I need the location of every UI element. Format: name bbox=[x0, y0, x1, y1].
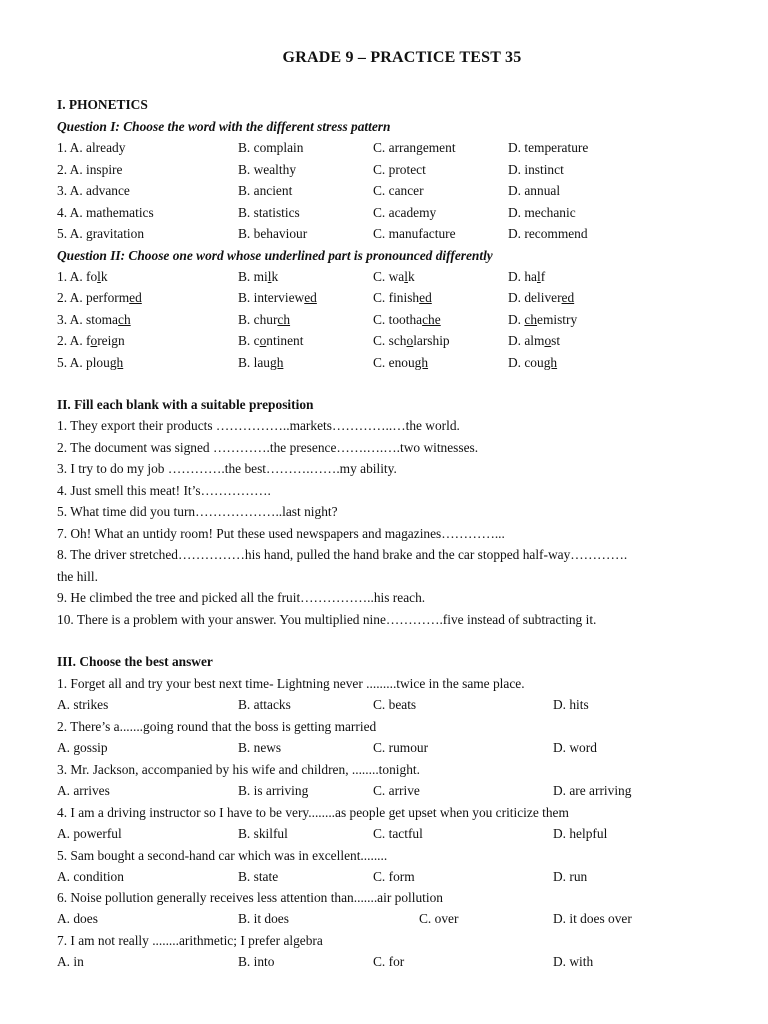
pronunciation-option bbox=[57, 332, 125, 350]
stress-option: D. recommend bbox=[508, 226, 588, 241]
underlined-part: ed bbox=[419, 290, 432, 305]
preposition-item: 5. What time did you turn………………..last night? bbox=[57, 504, 338, 519]
answer-option: A. powerful bbox=[57, 826, 122, 841]
underlined-part: ch bbox=[277, 312, 291, 327]
pronunciation-option bbox=[508, 354, 557, 372]
pronunciation-option bbox=[238, 332, 303, 350]
pronunciation-option bbox=[238, 268, 278, 286]
question-1-instruction: Question I: Choose the word with the different stress pattern bbox=[57, 119, 391, 134]
pronunciation-option bbox=[508, 268, 545, 286]
underlined-part: ed bbox=[304, 290, 317, 305]
stress-option: B. behaviour bbox=[238, 226, 308, 241]
underlined-part: l bbox=[404, 269, 408, 284]
word-part: larship bbox=[413, 333, 450, 348]
word-part: D. alm bbox=[508, 333, 545, 348]
answer-option: D. hits bbox=[553, 697, 589, 712]
pronunciation-option bbox=[238, 354, 283, 372]
pronunciation-option bbox=[373, 311, 441, 329]
word-part: C. sch bbox=[373, 333, 407, 348]
answer-option: A. in bbox=[57, 954, 84, 969]
word-part: k bbox=[271, 269, 279, 284]
stress-option: C. protect bbox=[373, 162, 426, 177]
underlined-part: l bbox=[267, 269, 272, 284]
stress-option: C. manufacture bbox=[373, 226, 456, 241]
stress-option: B. wealthy bbox=[238, 162, 297, 177]
question-text: 4. I am a driving instructor so I have to be very........as people get upset when you criticize them bbox=[57, 805, 569, 820]
stress-option: D. temperature bbox=[508, 140, 589, 155]
stress-option: 3. A. advance bbox=[57, 183, 130, 198]
word-part: ntinent bbox=[266, 333, 304, 348]
word-part: D. cou bbox=[508, 355, 544, 370]
answer-option: B. news bbox=[238, 740, 282, 755]
answer-option: C. arrive bbox=[373, 783, 420, 798]
underlined-part: che bbox=[422, 312, 441, 327]
answer-option: C. form bbox=[373, 869, 415, 884]
preposition-item: 3. I try to do my job ………….the best……….…….my ability. bbox=[57, 461, 397, 476]
word-part: 5. A. plou bbox=[57, 355, 110, 370]
preposition-item: 7. Oh! What an untidy room! Put these used newspapers and magazines…………... bbox=[57, 526, 505, 541]
stress-option: 5. A. gravitation bbox=[57, 226, 145, 241]
answer-option: C. tactful bbox=[373, 826, 423, 841]
underlined-part: gh bbox=[109, 355, 124, 370]
answer-option: D. run bbox=[553, 869, 588, 884]
pronunciation-option bbox=[57, 311, 131, 329]
section-heading-prepositions: II. Fill each blank with a suitable preposition bbox=[57, 397, 314, 412]
preposition-item: 1. They export their products ……………..markets…………..…the world. bbox=[57, 418, 460, 433]
question-text: 1. Forget all and try your best next time- Lightning never .........twice in the same place. bbox=[57, 676, 525, 691]
pronunciation-option bbox=[57, 354, 123, 372]
word-part: C. wa bbox=[373, 269, 405, 284]
answer-option: A. arrives bbox=[57, 783, 110, 798]
word-part: 3. A. stoma bbox=[57, 312, 119, 327]
underlined-part: gh bbox=[270, 355, 284, 370]
answer-option: A. condition bbox=[57, 869, 124, 884]
pronunciation-option bbox=[238, 289, 317, 307]
stress-option: C. arrangement bbox=[373, 140, 456, 155]
answer-option: C. over bbox=[419, 911, 459, 926]
word-part: k bbox=[100, 269, 108, 284]
answer-option: D. with bbox=[553, 954, 594, 969]
question-text: 7. I am not really ........arithmetic; I prefer algebra bbox=[57, 933, 323, 948]
underlined-part: o bbox=[544, 333, 552, 348]
word-part: D. bbox=[508, 312, 525, 327]
answer-option: C. rumour bbox=[373, 740, 429, 755]
underlined-part: l bbox=[537, 269, 541, 284]
stress-option: 2. A. inspire bbox=[57, 162, 123, 177]
underlined-part: ch bbox=[118, 312, 131, 327]
word-part: C. enou bbox=[373, 355, 415, 370]
preposition-item: the hill. bbox=[57, 569, 98, 584]
answer-option: C. for bbox=[373, 954, 405, 969]
answer-option: B. state bbox=[238, 869, 279, 884]
answer-option: B. it does bbox=[238, 911, 289, 926]
word-part: D. ha bbox=[508, 269, 538, 284]
word-part: emistry bbox=[537, 312, 578, 327]
preposition-item: 10. There is a problem with your answer. You multiplied nine………….five instead of subtracting it. bbox=[57, 612, 597, 627]
question-text: 6. Noise pollution generally receives less attention than.......air pollution bbox=[57, 890, 444, 905]
answer-option: A. does bbox=[57, 911, 98, 926]
pronunciation-option bbox=[373, 354, 428, 372]
answer-option: D. word bbox=[553, 740, 597, 755]
stress-option: B. statistics bbox=[238, 205, 300, 220]
stress-option: D. annual bbox=[508, 183, 561, 198]
answer-option: D. it does over bbox=[553, 911, 632, 926]
pronunciation-option bbox=[373, 332, 450, 350]
underlined-part: ch bbox=[524, 312, 538, 327]
pronunciation-option bbox=[508, 332, 560, 350]
answer-option: B. skilful bbox=[238, 826, 288, 841]
pronunciation-option bbox=[238, 311, 290, 329]
answer-option: A. strikes bbox=[57, 697, 109, 712]
word-part: 2. A. f bbox=[57, 333, 91, 348]
underlined-part: o bbox=[259, 333, 267, 348]
stress-option: D. instinct bbox=[508, 162, 564, 177]
answer-option: B. attacks bbox=[238, 697, 291, 712]
question-text: 2. There’s a.......going round that the boss is getting married bbox=[57, 719, 377, 734]
pronunciation-option bbox=[373, 268, 415, 286]
word-part: B. lau bbox=[238, 355, 270, 370]
word-part: k bbox=[407, 269, 415, 284]
answer-option: B. into bbox=[238, 954, 275, 969]
word-part: B. c bbox=[238, 333, 260, 348]
stress-option: B. complain bbox=[238, 140, 304, 155]
pronunciation-option bbox=[508, 289, 574, 307]
question-text: 5. Sam bought a second-hand car which was in excellent........ bbox=[57, 848, 388, 863]
pronunciation-option bbox=[508, 311, 577, 329]
answer-option: D. are arriving bbox=[553, 783, 632, 798]
page-title: GRADE 9 – PRACTICE TEST 35 bbox=[282, 49, 522, 66]
underlined-part: ed bbox=[561, 290, 575, 305]
underlined-part: o bbox=[90, 333, 98, 348]
underlined-part: ed bbox=[129, 290, 142, 305]
pronunciation-option bbox=[57, 268, 108, 286]
pronunciation-option bbox=[57, 289, 142, 307]
word-part: D. deliver bbox=[508, 290, 562, 305]
word-part: C. tootha bbox=[373, 312, 423, 327]
underlined-part: gh bbox=[543, 355, 558, 370]
word-part: C. finish bbox=[373, 290, 420, 305]
answer-option: B. is arriving bbox=[238, 783, 309, 798]
word-part: 2. A. perform bbox=[57, 290, 130, 305]
stress-option: D. mechanic bbox=[508, 205, 576, 220]
word-part: B. chur bbox=[238, 312, 278, 327]
section-heading-phonetics: I. PHONETICS bbox=[57, 97, 148, 112]
word-part: 1. A. fo bbox=[57, 269, 98, 284]
answer-option: A. gossip bbox=[57, 740, 108, 755]
stress-option: 1. A. already bbox=[57, 140, 126, 155]
stress-option: C. cancer bbox=[373, 183, 424, 198]
pronunciation-option bbox=[373, 289, 432, 307]
word-part: f bbox=[540, 269, 546, 284]
underlined-part: gh bbox=[414, 355, 429, 370]
underlined-part: o bbox=[406, 333, 414, 348]
preposition-item: 9. He climbed the tree and picked all the fruit……………..his reach. bbox=[57, 590, 426, 605]
question-text: 3. Mr. Jackson, accompanied by his wife and children, ........tonight. bbox=[57, 762, 420, 777]
preposition-item: 4. Just smell this meat! It’s……………. bbox=[57, 483, 271, 498]
stress-option: B. ancient bbox=[238, 183, 293, 198]
preposition-item: 8. The driver stretched……………his hand, pulled the hand brake and the car stopped half-way…………. bbox=[57, 547, 628, 562]
answer-option: C. beats bbox=[373, 697, 417, 712]
preposition-item: 2. The document was signed ………….the presence…….….….two witnesses. bbox=[57, 440, 479, 455]
stress-option: 4. A. mathematics bbox=[57, 205, 154, 220]
answer-option: D. helpful bbox=[553, 826, 608, 841]
question-2-instruction: Question II: Choose one word whose underlined part is pronounced differently bbox=[57, 248, 493, 263]
word-part: st bbox=[551, 333, 561, 348]
word-part: B. mi bbox=[238, 269, 268, 284]
word-part: reign bbox=[97, 333, 125, 348]
stress-option: C. academy bbox=[373, 205, 437, 220]
underlined-part: l bbox=[97, 269, 101, 284]
word-part: B. interview bbox=[238, 290, 305, 305]
section-heading-best-answer: III. Choose the best answer bbox=[57, 654, 213, 669]
